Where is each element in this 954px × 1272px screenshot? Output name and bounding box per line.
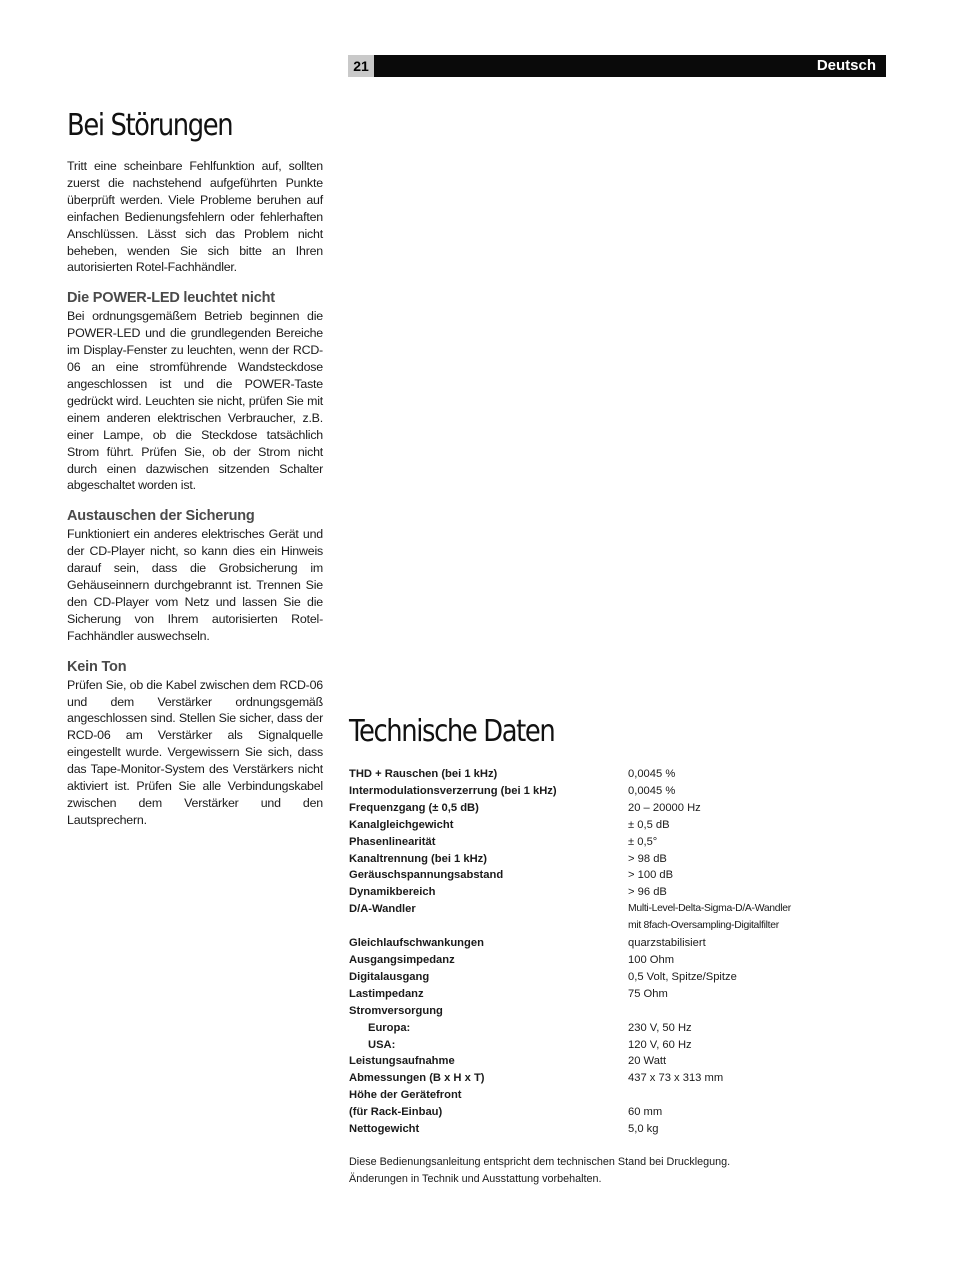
spec-value: 60 mm [628, 1106, 663, 1119]
specs-table [349, 766, 809, 1138]
section-text-no-sound: Prüfen Sie, ob die Kabel zwischen dem RCD-06 und dem Verstärker ordnungsgemäß angeschlossen sind. Stellen Sie sicher, dass der RCD-06 am Verstärker als Signalquelle eingestellt wurde. Vergewissern Sie sich, dass das Tape-Monitor-System des Verstärkers nicht aktiviert ist. Prüfen Sie alle Verbindungskabel zwischen dem Verstärker und den Lautsprechern. [67, 677, 323, 827]
spec-label: Ausgangsimpedanz [349, 953, 455, 966]
spec-row [349, 1037, 809, 1054]
spec-label: Kanalgleichgewicht [349, 818, 454, 831]
spec-row [349, 1070, 809, 1087]
spec-label: Gleichlaufschwankungen [349, 937, 484, 950]
spec-value: 0,0045 % [628, 784, 676, 797]
spec-label: Höhe der Gerätefront [349, 1089, 462, 1102]
specs-note [349, 1154, 869, 1188]
spec-value: 437 x 73 x 313 mm [628, 1072, 724, 1085]
spec-value [628, 1003, 809, 1020]
language-label: Deutsch [816, 57, 876, 74]
spec-value: 0,0045 % [628, 768, 676, 780]
spec-value: 100 Ohm [628, 953, 675, 966]
spec-value: 20 Watt [628, 1055, 667, 1068]
note-line: Änderungen in Technik und Ausstattung vorbehalten. [349, 1173, 602, 1185]
spec-row [349, 1104, 809, 1121]
spec-row [349, 884, 809, 901]
spec-row [349, 918, 809, 935]
spec-label: Dynamikbereich [349, 886, 436, 899]
spec-label: D/A-Wandler [349, 903, 416, 916]
spec-row [349, 935, 809, 952]
spec-row [349, 867, 809, 884]
troubleshooting-title: Bei Störungen [67, 108, 233, 143]
spec-label: Abmessungen (B x H x T) [349, 1072, 485, 1085]
spec-label: Digitalausgang [349, 970, 430, 983]
spec-value: > 98 dB [628, 852, 667, 865]
spec-row [349, 1121, 809, 1138]
spec-row [349, 1020, 809, 1037]
spec-label: (für Rack-Einbau) [349, 1106, 443, 1119]
note-line: Diese Bedienungsanleitung entspricht dem technischen Stand bei Drucklegung. [349, 1156, 731, 1168]
spec-row [349, 783, 809, 800]
spec-value: mit 8fach-Oversampling-Digitalfilter [628, 920, 779, 932]
section-heading-no-sound: Kein Ton [67, 658, 127, 675]
spec-value: 5,0 kg [628, 1123, 659, 1136]
spec-row [349, 969, 809, 986]
page-number: 21 [348, 55, 374, 77]
spec-label: Stromversorgung [349, 1004, 443, 1017]
spec-row [349, 1053, 809, 1070]
spec-label: Leistungsaufnahme [349, 1055, 455, 1068]
spec-row [349, 800, 809, 817]
spec-row [349, 766, 809, 783]
header-bar [348, 55, 886, 77]
spec-row [349, 851, 809, 868]
spec-label: Geräuschspannungsabstand [349, 869, 504, 882]
spec-row [349, 834, 809, 851]
spec-row [349, 1087, 809, 1104]
section-heading-power-led: Die POWER-LED leuchtet nicht [67, 290, 275, 307]
spec-row [349, 1003, 809, 1020]
spec-value: ± 0,5° [628, 835, 658, 848]
spec-label: Europa: [368, 1021, 411, 1034]
spec-value: ± 0,5 dB [628, 818, 670, 831]
spec-value: 75 Ohm [628, 987, 668, 1000]
spec-label: Phasenlinearität [349, 835, 436, 848]
specs-title: Technische Daten [349, 714, 555, 749]
spec-value: Multi-Level-Delta-Sigma-D/A-Wandler [628, 903, 791, 915]
spec-row [349, 986, 809, 1003]
spec-label [349, 918, 628, 935]
spec-label: THD + Rauschen (bei 1 kHz) [349, 768, 498, 780]
spec-value: > 100 dB [628, 869, 674, 882]
troubleshooting-column [67, 158, 323, 829]
section-text-power-led: Bei ordnungsgemäßem Betrieb beginnen die POWER-LED und die grundlegenden Bereiche im Display-Fenster zu leuchten, wenn der RCD-06 an eine stromführende Wandsteckdose angeschlossen ist und die POWER-Taste gedrückt wird. Leuchten sie nicht, prüfen Sie mit einem anderen elektrischen Verbraucher, z.B. einer Lampe, ob die Steckdose tatsächlich Strom führt. Prüfen Sie, ob der Strom nicht durch einen dazwischen sitzenden Schalter abgeschaltet worden ist. [67, 309, 323, 493]
spec-value: 20 – 20000 Hz [628, 801, 701, 814]
spec-value: 230 V, 50 Hz [628, 1021, 692, 1034]
spec-label: Frequenzgang (± 0,5 dB) [349, 801, 479, 814]
troubleshooting-intro: Tritt eine scheinbare Fehlfunktion auf, sollten zuerst die nachstehend aufgeführten Punkte überprüft werden. Viele Probleme beruhen auf einfachen Bedienungsfehlern oder fehlerhaften Anschlüssen. Lässt sich das Problem nicht beheben, wenden Sie sich bitte an Ihren autorisierten Rotel-Fachhändler. [67, 159, 323, 275]
spec-row [349, 901, 809, 918]
section-text-fuse: Funktioniert ein anderes elektrisches Gerät und der CD-Player nicht, so kann dies ein Hinweis darauf sein, dass die Grobsicherung im Gehäuseinnern durchgebrannt ist. Trennen Sie den CD-Player vom Netz und lassen Sie die Sicherung von Ihrem autorisierten Rotel-Fachhändler auswechseln. [67, 527, 323, 643]
spec-label: USA: [368, 1038, 396, 1051]
spec-value: 120 V, 60 Hz [628, 1038, 692, 1051]
spec-value: > 96 dB [628, 886, 667, 899]
spec-label: Intermodulationsverzerrung (bei 1 kHz) [349, 784, 557, 797]
section-heading-fuse: Austauschen der Sicherung [67, 508, 255, 525]
spec-value: 0,5 Volt, Spitze/Spitze [628, 970, 737, 983]
spec-value: quarzstabilisiert [628, 937, 706, 950]
spec-row [349, 952, 809, 969]
spec-label: Lastimpedanz [349, 987, 424, 1000]
spec-label: Kanaltrennung (bei 1 kHz) [349, 852, 487, 865]
spec-value [628, 1087, 809, 1104]
spec-label: Nettogewicht [349, 1123, 420, 1136]
spec-row [349, 817, 809, 834]
